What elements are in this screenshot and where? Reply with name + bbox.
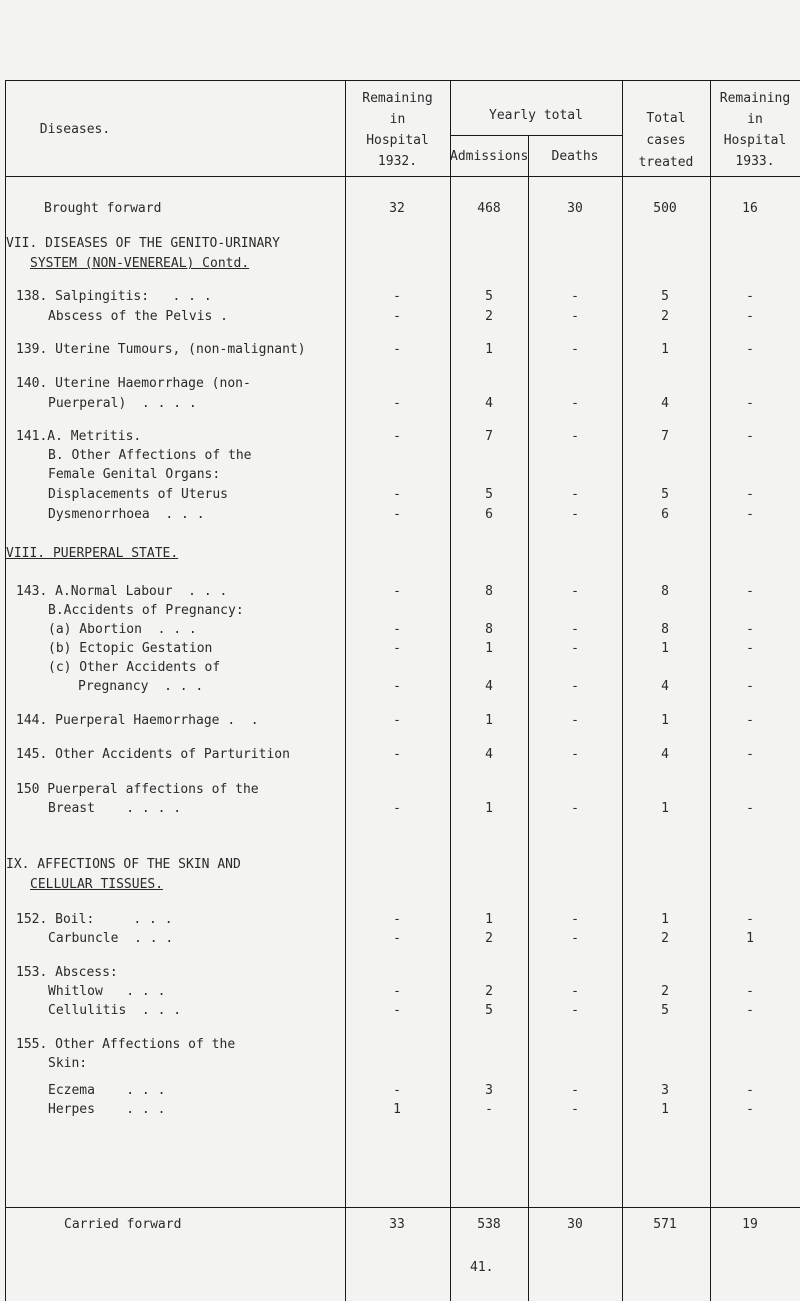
rule-h-yearly bbox=[450, 135, 622, 136]
row-label: Herpes . . . bbox=[48, 1102, 166, 1117]
header-remaining-1933: Remaining in Hospital 1933. bbox=[719, 91, 791, 169]
cell-total: 8 bbox=[661, 584, 669, 599]
cell-deaths: - bbox=[571, 1003, 579, 1018]
cell-deaths: - bbox=[571, 396, 579, 411]
cell-deaths: 30 bbox=[567, 201, 583, 216]
rule-v-left bbox=[5, 80, 6, 1301]
cell-r1933: - bbox=[746, 912, 754, 927]
cell-total: 4 bbox=[661, 679, 669, 694]
cell-total: 1 bbox=[661, 641, 669, 656]
cell-deaths: - bbox=[571, 507, 579, 522]
cell-deaths: - bbox=[571, 487, 579, 502]
rule-v-admissions bbox=[528, 135, 529, 1301]
header-deaths: Deaths bbox=[551, 149, 599, 164]
row-label: 143. A.Normal Labour . . . bbox=[16, 584, 228, 599]
row-label: Breast . . . . bbox=[48, 801, 182, 816]
cell-deaths: - bbox=[571, 679, 579, 694]
cell-r1933: - bbox=[746, 487, 754, 502]
cell-r1932: - bbox=[393, 429, 401, 444]
section-subheading-vii: SYSTEM (NON-VENEREAL) Contd. bbox=[30, 256, 250, 271]
cell-deaths: - bbox=[571, 641, 579, 656]
cell-deaths: - bbox=[571, 622, 579, 637]
row-label: Cellulitis . . . bbox=[48, 1003, 182, 1018]
rule-v-1932 bbox=[450, 80, 451, 1301]
cell-admissions: 8 bbox=[485, 584, 493, 599]
cell-admissions: 8 bbox=[485, 622, 493, 637]
section-heading-ix: IX. AFFECTIONS OF THE SKIN AND bbox=[6, 857, 241, 872]
cell-carried-admissions: 538 bbox=[477, 1217, 501, 1232]
cell-deaths: - bbox=[571, 342, 579, 357]
cell-r1933: - bbox=[746, 1083, 754, 1098]
cell-total: 5 bbox=[661, 487, 669, 502]
cell-total: 5 bbox=[661, 1003, 669, 1018]
row-label: Eczema . . . bbox=[48, 1083, 166, 1098]
row-label: 150 Puerperal affections of the bbox=[16, 782, 259, 797]
cell-carried-total: 571 bbox=[653, 1217, 677, 1232]
cell-deaths: - bbox=[571, 584, 579, 599]
section-heading-vii: VII. DISEASES OF THE GENITO-URINARY bbox=[6, 236, 280, 251]
cell-admissions: 4 bbox=[485, 396, 493, 411]
row-label: (a) Abortion . . . bbox=[48, 622, 197, 637]
cell-r1932: - bbox=[393, 487, 401, 502]
row-label: Whitlow . . . bbox=[48, 984, 166, 999]
rule-v-deaths bbox=[622, 80, 623, 1301]
header-total-cases: Total cases treated bbox=[638, 111, 694, 170]
cell-admissions: 4 bbox=[485, 747, 493, 762]
cell-r1933: 16 bbox=[742, 201, 758, 216]
cell-admissions: 5 bbox=[485, 487, 493, 502]
cell-r1933: - bbox=[746, 396, 754, 411]
cell-deaths: - bbox=[571, 801, 579, 816]
cell-admissions: 2 bbox=[485, 984, 493, 999]
cell-total: 1 bbox=[661, 342, 669, 357]
cell-admissions: 1 bbox=[485, 912, 493, 927]
cell-admissions: 7 bbox=[485, 429, 493, 444]
cell-r1932: - bbox=[393, 984, 401, 999]
page-number: 41. bbox=[470, 1260, 494, 1275]
row-label: 145. Other Accidents of Parturition bbox=[16, 747, 290, 762]
cell-r1933: - bbox=[746, 713, 754, 728]
cell-total: 4 bbox=[661, 747, 669, 762]
cell-r1932: - bbox=[393, 641, 401, 656]
cell-total: 5 bbox=[661, 289, 669, 304]
row-label: 144. Puerperal Haemorrhage . . bbox=[16, 713, 259, 728]
cell-r1933: 1 bbox=[746, 931, 754, 946]
cell-deaths: - bbox=[571, 747, 579, 762]
row-label: 138. Salpingitis: . . . bbox=[16, 289, 212, 304]
cell-deaths: - bbox=[571, 429, 579, 444]
rule-h-top bbox=[5, 80, 800, 81]
row-label: Dysmenorrhoea . . . bbox=[48, 507, 205, 522]
cell-total: 8 bbox=[661, 622, 669, 637]
cell-r1933: - bbox=[746, 1003, 754, 1018]
row-label-carried-forward: Carried forward bbox=[64, 1217, 182, 1232]
cell-r1932: - bbox=[393, 309, 401, 324]
cell-r1932: - bbox=[393, 801, 401, 816]
cell-r1932: - bbox=[393, 931, 401, 946]
row-label-brought-forward: Brought forward bbox=[44, 201, 162, 216]
cell-r1932: - bbox=[393, 912, 401, 927]
cell-carried-r1932: 33 bbox=[389, 1217, 405, 1232]
row-label: (c) Other Accidents of bbox=[48, 660, 221, 675]
cell-r1933: - bbox=[746, 1102, 754, 1117]
cell-admissions: - bbox=[485, 1102, 493, 1117]
cell-r1932: - bbox=[393, 747, 401, 762]
cell-r1933: - bbox=[746, 801, 754, 816]
cell-r1933: - bbox=[746, 641, 754, 656]
cell-r1933: - bbox=[746, 507, 754, 522]
cell-r1932: 1 bbox=[393, 1102, 401, 1117]
cell-admissions: 2 bbox=[485, 931, 493, 946]
header-yearly-total: Yearly total bbox=[489, 108, 583, 123]
cell-admissions: 4 bbox=[485, 679, 493, 694]
cell-deaths: - bbox=[571, 984, 579, 999]
cell-total: 1 bbox=[661, 912, 669, 927]
cell-r1933: - bbox=[746, 289, 754, 304]
cell-r1933: - bbox=[746, 309, 754, 324]
cell-admissions: 1 bbox=[485, 801, 493, 816]
row-label: Female Genital Organs: bbox=[48, 467, 221, 482]
cell-total: 1 bbox=[661, 1102, 669, 1117]
cell-r1932: - bbox=[393, 507, 401, 522]
cell-deaths: - bbox=[571, 912, 579, 927]
header-remaining-1932: Remaining in Hospital 1932. bbox=[362, 91, 433, 169]
cell-total: 500 bbox=[653, 201, 677, 216]
cell-total: 7 bbox=[661, 429, 669, 444]
cell-total: 2 bbox=[661, 931, 669, 946]
cell-admissions: 1 bbox=[485, 641, 493, 656]
row-label: 155. Other Affections of the bbox=[16, 1037, 236, 1052]
rule-v-diseases bbox=[345, 80, 346, 1301]
cell-admissions: 1 bbox=[485, 713, 493, 728]
cell-r1932: - bbox=[393, 396, 401, 411]
cell-deaths: - bbox=[571, 1102, 579, 1117]
cell-deaths: - bbox=[571, 289, 579, 304]
cell-r1932: - bbox=[393, 622, 401, 637]
cell-r1932: 32 bbox=[389, 201, 405, 216]
section-heading-viii: VIII. PUERPERAL STATE. bbox=[6, 546, 179, 561]
row-label: Pregnancy . . . bbox=[78, 679, 204, 694]
rule-h-header-bottom bbox=[5, 176, 800, 177]
cell-total: 2 bbox=[661, 309, 669, 324]
cell-admissions: 5 bbox=[485, 1003, 493, 1018]
cell-r1932: - bbox=[393, 679, 401, 694]
cell-r1933: - bbox=[746, 679, 754, 694]
cell-r1932: - bbox=[393, 584, 401, 599]
header-admissions: Admissions bbox=[450, 149, 529, 164]
cell-total: 6 bbox=[661, 507, 669, 522]
cell-deaths: - bbox=[571, 309, 579, 324]
row-label: 139. Uterine Tumours, (non-malignant) bbox=[16, 342, 306, 357]
cell-admissions: 1 bbox=[485, 342, 493, 357]
cell-total: 1 bbox=[661, 801, 669, 816]
cell-r1932: - bbox=[393, 713, 401, 728]
cell-admissions: 6 bbox=[485, 507, 493, 522]
cell-r1932: - bbox=[393, 289, 401, 304]
row-label: 140. Uterine Haemorrhage (non- bbox=[16, 376, 251, 391]
cell-carried-deaths: 30 bbox=[567, 1217, 583, 1232]
row-label: B. Other Affections of the bbox=[48, 448, 252, 463]
cell-r1933: - bbox=[746, 342, 754, 357]
cell-r1932: - bbox=[393, 342, 401, 357]
cell-r1932: - bbox=[393, 1003, 401, 1018]
cell-r1933: - bbox=[746, 747, 754, 762]
cell-r1933: - bbox=[746, 584, 754, 599]
cell-r1933: - bbox=[746, 429, 754, 444]
row-label: Carbuncle . . . bbox=[48, 931, 174, 946]
cell-admissions: 468 bbox=[477, 201, 501, 216]
cell-carried-r1933: 19 bbox=[742, 1217, 758, 1232]
cell-total: 4 bbox=[661, 396, 669, 411]
cell-admissions: 5 bbox=[485, 289, 493, 304]
row-label: 152. Boil: . . . bbox=[16, 912, 173, 927]
section-subheading-ix: CELLULAR TISSUES. bbox=[30, 877, 164, 892]
cell-deaths: - bbox=[571, 713, 579, 728]
rule-h-footer bbox=[5, 1207, 800, 1208]
row-label: Skin: bbox=[48, 1056, 88, 1071]
cell-total: 1 bbox=[661, 713, 669, 728]
cell-total: 3 bbox=[661, 1083, 669, 1098]
header-diseases: Diseases. bbox=[39, 122, 111, 137]
row-label: Abscess of the Pelvis . bbox=[48, 309, 229, 324]
rule-v-total bbox=[710, 80, 711, 1301]
row-label: 141.A. Metritis. bbox=[16, 429, 142, 444]
row-label: Puerperal) . . . . bbox=[48, 396, 197, 411]
row-label: (b) Ectopic Gestation bbox=[48, 641, 213, 656]
cell-r1932: - bbox=[393, 1083, 401, 1098]
cell-deaths: - bbox=[571, 1083, 579, 1098]
cell-admissions: 3 bbox=[485, 1083, 493, 1098]
cell-total: 2 bbox=[661, 984, 669, 999]
cell-r1933: - bbox=[746, 622, 754, 637]
row-label: B.Accidents of Pregnancy: bbox=[48, 603, 244, 618]
cell-deaths: - bbox=[571, 931, 579, 946]
cell-r1933: - bbox=[746, 984, 754, 999]
row-label: Displacements of Uterus bbox=[48, 487, 229, 502]
cell-admissions: 2 bbox=[485, 309, 493, 324]
row-label: 153. Abscess: bbox=[16, 965, 118, 980]
